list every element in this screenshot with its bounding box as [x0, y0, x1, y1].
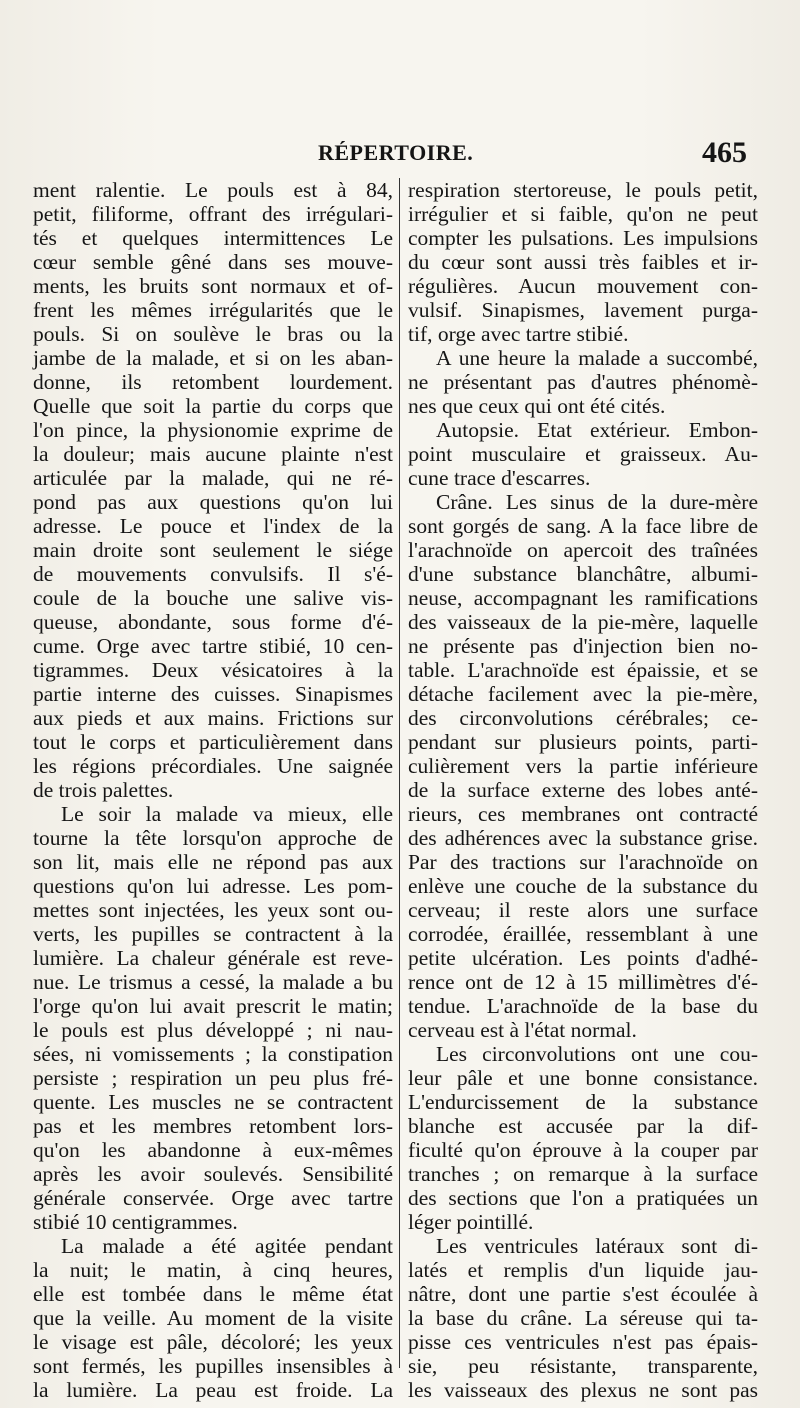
- text-line: la lumière. La peau est froide. La: [33, 1378, 393, 1402]
- text-line: le pouls est plus développé ; ni nau-: [33, 1018, 393, 1042]
- text-line: questions qu'on lui adresse. Les pom-: [33, 874, 393, 898]
- text-line: Crâne. Les sinus de la dure-mère: [436, 490, 758, 514]
- text-line: tendue. L'arachnoïde de la base du: [408, 994, 758, 1018]
- text-line: cerveau est à l'état normal.: [408, 1018, 637, 1042]
- text-line: des vaisseaux de la pie-mère, laquelle: [408, 610, 758, 634]
- text-line: le visage est pâle, décoloré; les yeux: [33, 1330, 393, 1354]
- text-line: tés et quelques intermittences Le: [33, 226, 393, 250]
- text-line: stibié 10 centigrammes.: [33, 1210, 238, 1234]
- running-title: RÉPERTOIRE.: [318, 140, 474, 165]
- text-line: pouls. Si on soulève le bras ou la: [33, 322, 393, 346]
- text-line: nes que ceux qui ont été cités.: [408, 394, 666, 418]
- text-line: d'une substance blanchâtre, albumi-: [408, 562, 758, 586]
- text-line: aux pieds et aux mains. Frictions sur: [33, 706, 393, 730]
- text-line: ne présentant pas d'autres phénomè-: [408, 370, 758, 394]
- text-line: pas et les membres retombent lors-: [33, 1114, 393, 1138]
- text-line: les vaisseaux des plexus ne sont pas: [408, 1378, 758, 1402]
- text-line: rence ont de 12 à 15 millimètres d'é-: [408, 970, 758, 994]
- text-line: Les circonvolutions ont une cou-: [436, 1042, 758, 1066]
- text-line: tif, orge avec tartre stibié.: [408, 322, 629, 346]
- text-line: la nuit; le matin, à cinq heures,: [33, 1258, 393, 1282]
- text-line: qu'on les abandonne à eux-mêmes: [33, 1138, 393, 1162]
- text-line: Le soir la malade va mieux, elle: [61, 802, 393, 826]
- text-line: respiration stertoreuse, le pouls petit,: [408, 178, 758, 202]
- text-line: que la veille. Au moment de la visite: [33, 1306, 393, 1330]
- text-line: vulsif. Sinapismes, lavement purga-: [408, 298, 758, 322]
- text-line: tout le corps et particulièrement dans: [33, 730, 393, 754]
- text-line: de mouvements convulsifs. Il s'é-: [33, 562, 393, 586]
- text-line: cerveau; il reste alors une surface: [408, 898, 758, 922]
- text-line: latés et remplis d'un liquide jau-: [408, 1258, 758, 1282]
- text-line: blanche est accusée par la dif-: [408, 1114, 758, 1138]
- text-line: lumière. La chaleur générale est reve-: [33, 946, 393, 970]
- text-line: queuse, abondante, sous forme d'é-: [33, 610, 393, 634]
- text-line: leur pâle et une bonne consistance.: [408, 1066, 758, 1090]
- text-line: verts, les pupilles se contractent à la: [33, 922, 393, 946]
- text-line: ment ralentie. Le pouls est à 84,: [33, 178, 393, 202]
- text-line: L'endurcissement de la substance: [408, 1090, 758, 1114]
- text-line: léger pointillé.: [408, 1210, 534, 1234]
- text-line: sont gorgés de sang. A la face libre de: [408, 514, 758, 538]
- running-head: [0, 138, 800, 172]
- text-line: irrégulier et si faible, qu'on ne peut: [408, 202, 758, 226]
- text-line: ments, les bruits sont normaux et of-: [33, 274, 393, 298]
- text-line: des adhérences avec la substance grise.: [408, 826, 758, 850]
- text-line: les régions précordiales. Une saignée: [33, 754, 393, 778]
- text-line: persiste ; respiration un peu plus fré-: [33, 1066, 393, 1090]
- text-line: régulières. Aucun mouvement con-: [408, 274, 758, 298]
- text-line: partie interne des cuisses. Sinapismes: [33, 682, 393, 706]
- text-line: cume. Orge avec tartre stibié, 10 cen-: [33, 634, 393, 658]
- text-line: l'orge qu'on lui avait prescrit le matin;: [33, 994, 393, 1018]
- text-line: articulée par la malade, qui ne ré-: [33, 466, 393, 490]
- text-line: pendant sur plusieurs points, parti-: [408, 730, 758, 754]
- text-line: elle est tombée dans le même état: [33, 1282, 393, 1306]
- text-line: neuse, accompagnant les ramifications: [408, 586, 758, 610]
- text-line: détache facilement avec la pie-mère,: [408, 682, 758, 706]
- text-line: nue. Le trismus a cessé, la malade a bu: [33, 970, 393, 994]
- page-number: 465: [702, 136, 747, 169]
- text-line: tigrammes. Deux vésicatoires à la: [33, 658, 393, 682]
- text-line: Quelle que soit la partie du corps que: [33, 394, 393, 418]
- text-line: Autopsie. Etat extérieur. Embon-: [436, 418, 758, 442]
- text-line: l'arachnoïde on apercoit des traînées: [408, 538, 758, 562]
- text-line: générale conservée. Orge avec tartre: [33, 1186, 393, 1210]
- text-line: donne, ils retombent lourdement.: [33, 370, 393, 394]
- text-line: enlève une couche de la substance du: [408, 874, 758, 898]
- text-line: tourne la tête lorsqu'on approche de: [33, 826, 393, 850]
- text-line: après les avoir soulevés. Sensibilité: [33, 1162, 393, 1186]
- text-line: des circonvolutions cérébrales; ce-: [408, 706, 758, 730]
- text-line: table. L'arachnoïde est épaissie, et se: [408, 658, 758, 682]
- text-line: mettes sont injectées, les yeux sont ou-: [33, 898, 393, 922]
- text-line: la douleur; mais aucune plainte n'est: [33, 442, 393, 466]
- text-line: culièrement vers la partie inférieure: [408, 754, 758, 778]
- text-line: des sections que l'on a pratiquées un: [408, 1186, 758, 1210]
- text-line: ficulté qu'on éprouve à la couper par: [408, 1138, 758, 1162]
- text-line: sont fermés, les pupilles insensibles à: [33, 1354, 393, 1378]
- text-line: Par des tractions sur l'arachnoïde on: [408, 850, 758, 874]
- text-line: l'on pince, la physionomie exprime de: [33, 418, 393, 442]
- text-line: nâtre, dont une partie s'est écoulée à: [408, 1282, 758, 1306]
- text-line: A une heure la malade a succombé,: [436, 346, 758, 370]
- text-line: frent les mêmes irrégularités que le: [33, 298, 393, 322]
- text-line: sie, peu résistante, transparente,: [408, 1354, 758, 1378]
- text-line: sées, ni vomissements ; la constipation: [33, 1042, 393, 1066]
- text-line: tranches ; on remarque à la surface: [408, 1162, 758, 1186]
- text-line: coule de la bouche une salive vis-: [33, 586, 393, 610]
- text-line: La malade a été agitée pendant: [61, 1234, 393, 1258]
- text-line: corrodée, éraillée, ressemblant à une: [408, 922, 758, 946]
- text-line: jambe de la malade, et si on les aban-: [33, 346, 393, 370]
- text-line: ne présente pas d'injection bien no-: [408, 634, 758, 658]
- text-line: pond pas aux questions qu'on lui: [33, 490, 393, 514]
- right-column: [408, 178, 758, 1402]
- text-line: Les ventricules latéraux sont di-: [436, 1234, 758, 1258]
- left-column: [33, 178, 393, 1402]
- text-line: de la surface externe des lobes anté-: [408, 778, 758, 802]
- column-rule: [399, 178, 400, 1368]
- text-line: adresse. Le pouce et l'index de la: [33, 514, 393, 538]
- text-line: cune trace d'escarres.: [408, 466, 591, 490]
- text-line: de trois palettes.: [33, 778, 174, 802]
- text-line: rieurs, ces membranes ont contracté: [408, 802, 758, 826]
- text-line: la base du crâne. La séreuse qui ta-: [408, 1306, 758, 1330]
- text-line: pisse ces ventricules n'est pas épais-: [408, 1330, 758, 1354]
- text-line: petite ulcération. Les points d'adhé-: [408, 946, 758, 970]
- text-line: point musculaire et graisseux. Au-: [408, 442, 758, 466]
- text-line: main droite sont seulement le siége: [33, 538, 393, 562]
- text-line: du cœur sont aussi très faibles et ir-: [408, 250, 758, 274]
- text-line: son lit, mais elle ne répond pas aux: [33, 850, 393, 874]
- text-line: quente. Les muscles ne se contractent: [33, 1090, 393, 1114]
- text-line: compter les pulsations. Les impulsions: [408, 226, 758, 250]
- text-line: petit, filiforme, offrant des irrégulari-: [33, 202, 393, 226]
- text-line: cœur semble gêné dans ses mouve-: [33, 250, 393, 274]
